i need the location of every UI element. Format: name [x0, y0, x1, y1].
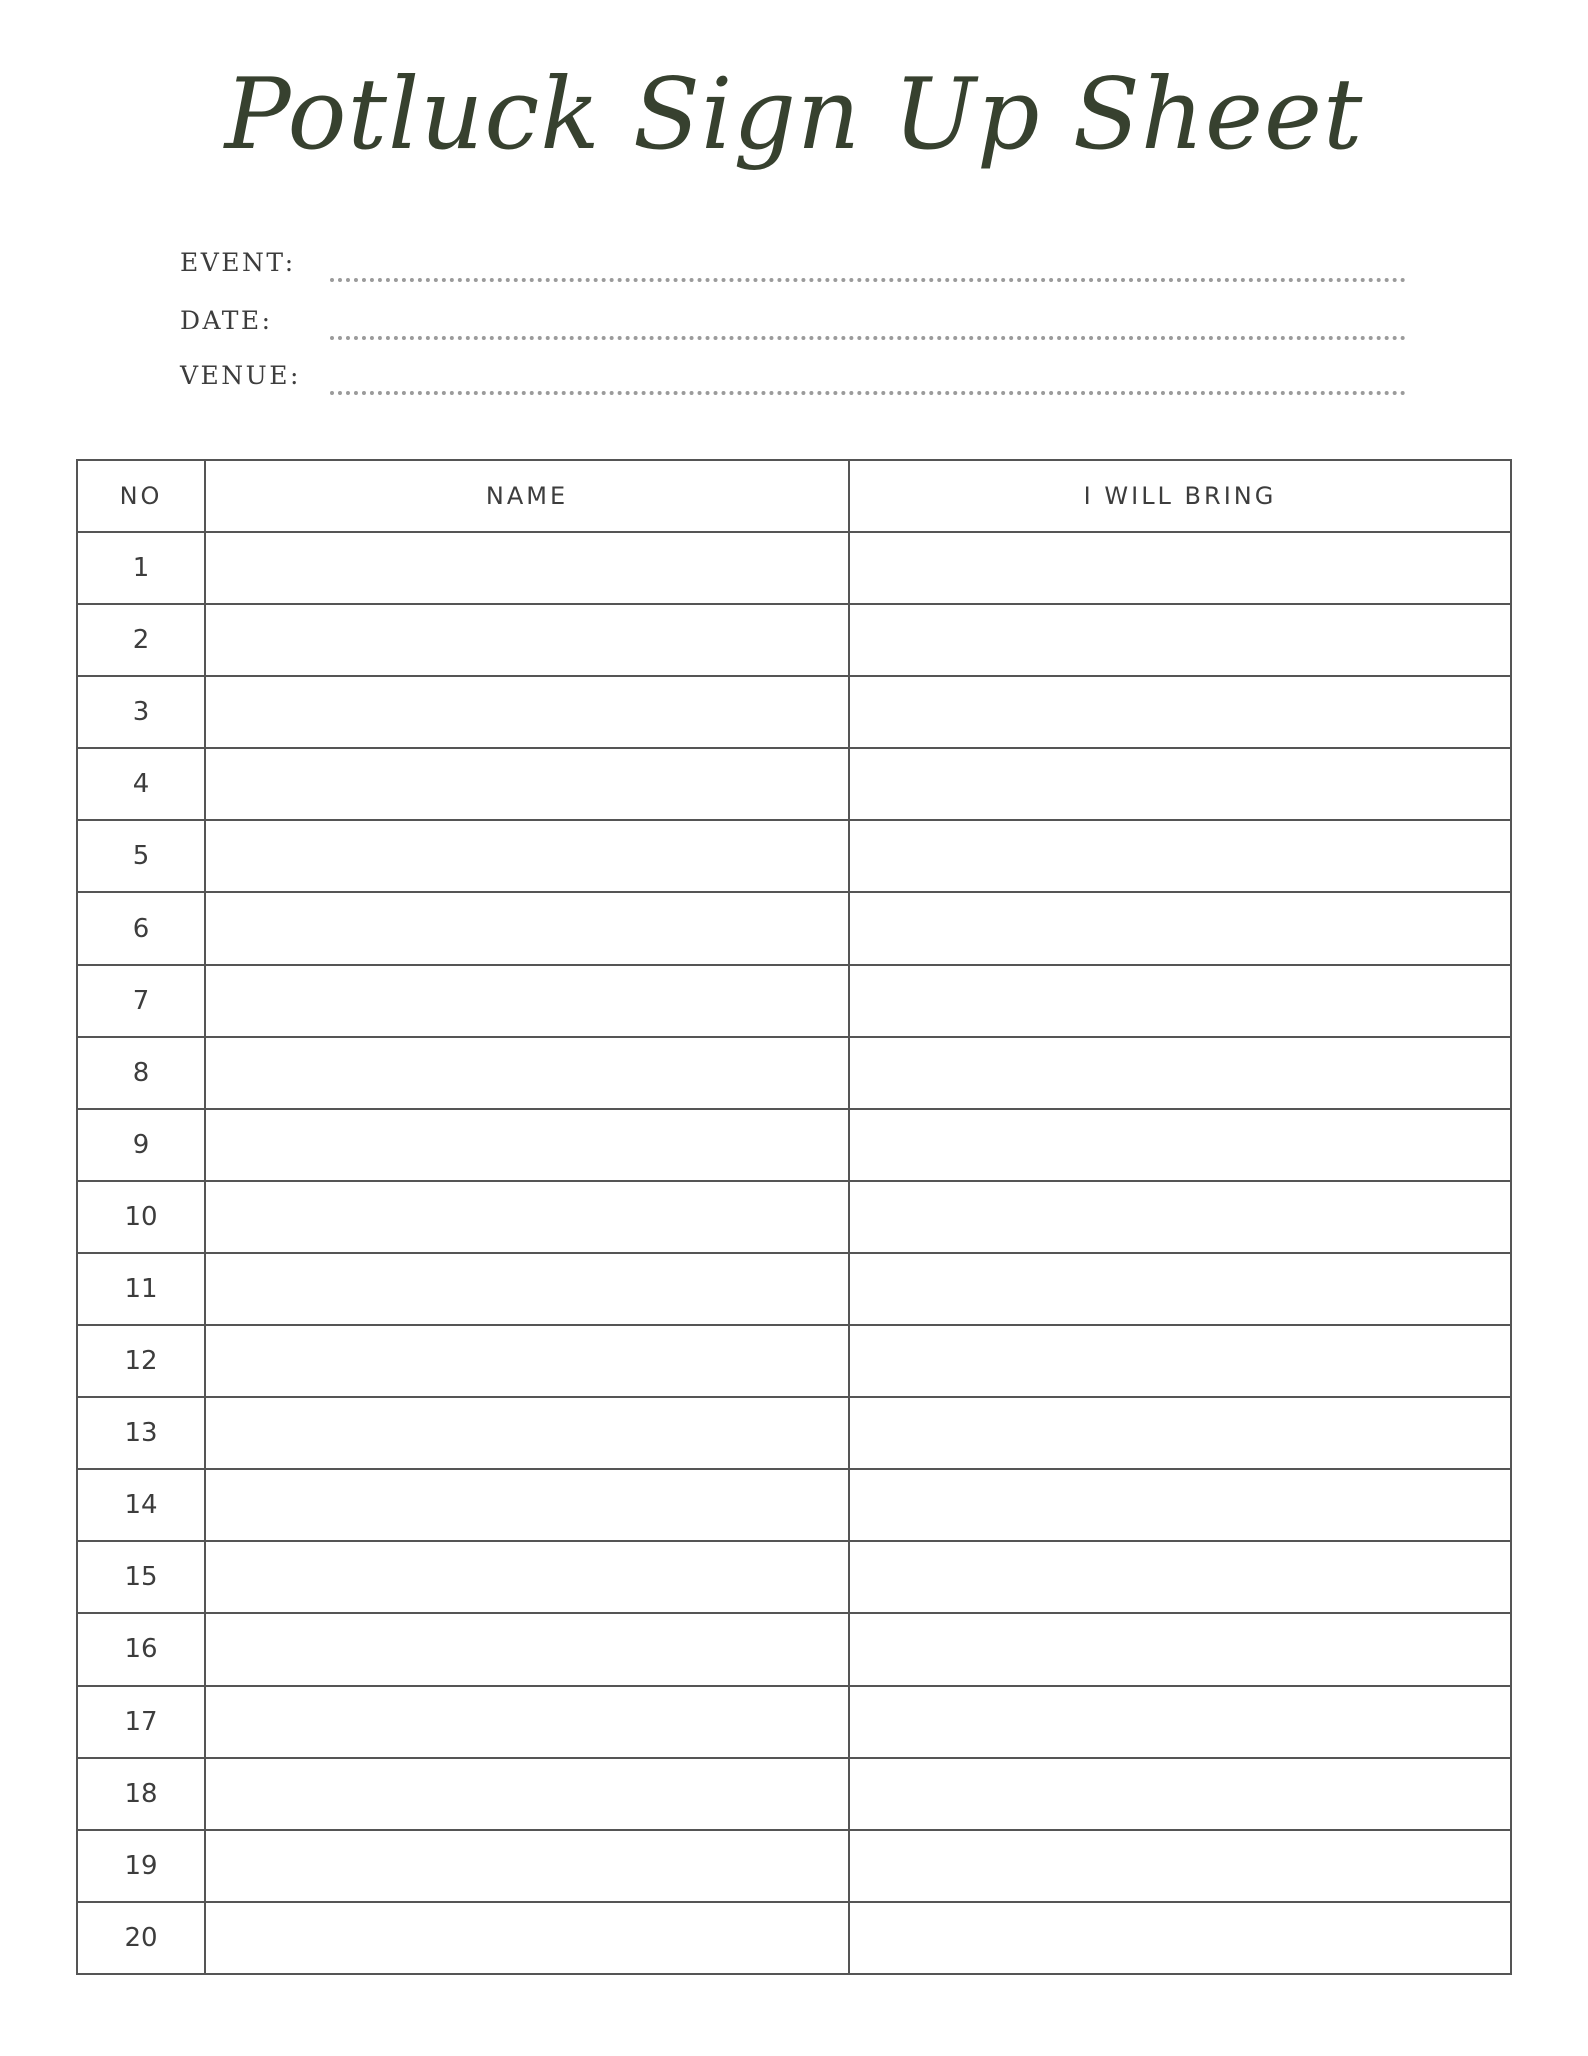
- table-row: [77, 1902, 1511, 1974]
- bring-cell[interactable]: [849, 892, 1511, 964]
- column-header-bring: I WILL BRING: [849, 460, 1511, 532]
- bring-cell[interactable]: [849, 1253, 1511, 1325]
- row-number: 11: [77, 1253, 205, 1325]
- column-header-name: NAME: [205, 460, 849, 532]
- table-row: [77, 1109, 1511, 1181]
- row-number: 9: [77, 1109, 205, 1181]
- signup-table: [76, 459, 1512, 1975]
- name-cell[interactable]: [205, 532, 849, 604]
- row-number: 2: [77, 604, 205, 676]
- table-header-row: [77, 460, 1511, 532]
- date-label: DATE:: [180, 306, 273, 335]
- event-label: EVENT:: [180, 248, 296, 277]
- row-number: 18: [77, 1758, 205, 1830]
- row-number: 3: [77, 676, 205, 748]
- bring-cell[interactable]: [849, 1613, 1511, 1685]
- table-row: [77, 532, 1511, 604]
- table-row: [77, 748, 1511, 820]
- name-cell[interactable]: [205, 1109, 849, 1181]
- table-row: [77, 1397, 1511, 1469]
- row-number: 15: [77, 1541, 205, 1613]
- name-cell[interactable]: [205, 892, 849, 964]
- bring-cell[interactable]: [849, 1181, 1511, 1253]
- row-number: 14: [77, 1469, 205, 1541]
- table-row: [77, 676, 1511, 748]
- row-number: 12: [77, 1325, 205, 1397]
- bring-cell[interactable]: [849, 1830, 1511, 1902]
- row-number: 17: [77, 1686, 205, 1758]
- bring-cell[interactable]: [849, 604, 1511, 676]
- table-row: [77, 1181, 1511, 1253]
- name-cell[interactable]: [205, 965, 849, 1037]
- bring-cell[interactable]: [849, 1037, 1511, 1109]
- table-row: [77, 1830, 1511, 1902]
- name-cell[interactable]: [205, 1613, 849, 1685]
- name-cell[interactable]: [205, 1758, 849, 1830]
- date-field[interactable]: [180, 300, 1406, 340]
- row-number: 7: [77, 965, 205, 1037]
- name-cell[interactable]: [205, 1181, 849, 1253]
- bring-cell[interactable]: [849, 532, 1511, 604]
- page-title: Potluck Sign Up Sheet: [224, 58, 1364, 172]
- table-row: [77, 1758, 1511, 1830]
- name-cell[interactable]: [205, 1830, 849, 1902]
- name-cell[interactable]: [205, 604, 849, 676]
- name-cell[interactable]: [205, 676, 849, 748]
- row-number: 4: [77, 748, 205, 820]
- bring-cell[interactable]: [849, 1109, 1511, 1181]
- row-number: 5: [77, 820, 205, 892]
- table-row: [77, 1541, 1511, 1613]
- row-number: 19: [77, 1830, 205, 1902]
- row-number: 8: [77, 1037, 205, 1109]
- table-row: [77, 1037, 1511, 1109]
- name-cell[interactable]: [205, 820, 849, 892]
- event-dotted-line[interactable]: [330, 278, 1406, 282]
- table-row: [77, 1253, 1511, 1325]
- venue-field[interactable]: [180, 355, 1406, 395]
- row-number: 1: [77, 532, 205, 604]
- bring-cell[interactable]: [849, 748, 1511, 820]
- bring-cell[interactable]: [849, 1469, 1511, 1541]
- table-row: [77, 892, 1511, 964]
- bring-cell[interactable]: [849, 1541, 1511, 1613]
- table-row: [77, 1325, 1511, 1397]
- table-row: [77, 965, 1511, 1037]
- table-row: [77, 1686, 1511, 1758]
- row-number: 13: [77, 1397, 205, 1469]
- name-cell[interactable]: [205, 1469, 849, 1541]
- name-cell[interactable]: [205, 1325, 849, 1397]
- name-cell[interactable]: [205, 748, 849, 820]
- name-cell[interactable]: [205, 1902, 849, 1974]
- row-number: 16: [77, 1613, 205, 1685]
- name-cell[interactable]: [205, 1037, 849, 1109]
- date-dotted-line[interactable]: [330, 336, 1406, 340]
- event-field[interactable]: [180, 242, 1406, 282]
- name-cell[interactable]: [205, 1397, 849, 1469]
- name-cell[interactable]: [205, 1686, 849, 1758]
- table-row: [77, 1469, 1511, 1541]
- table-row: [77, 820, 1511, 892]
- name-cell[interactable]: [205, 1253, 849, 1325]
- bring-cell[interactable]: [849, 1325, 1511, 1397]
- bring-cell[interactable]: [849, 1902, 1511, 1974]
- row-number: 20: [77, 1902, 205, 1974]
- column-header-no: NO: [77, 460, 205, 532]
- bring-cell[interactable]: [849, 1758, 1511, 1830]
- table-row: [77, 1613, 1511, 1685]
- bring-cell[interactable]: [849, 965, 1511, 1037]
- venue-label: VENUE:: [180, 361, 301, 390]
- table-row: [77, 604, 1511, 676]
- bring-cell[interactable]: [849, 820, 1511, 892]
- row-number: 6: [77, 892, 205, 964]
- bring-cell[interactable]: [849, 676, 1511, 748]
- row-number: 10: [77, 1181, 205, 1253]
- bring-cell[interactable]: [849, 1397, 1511, 1469]
- name-cell[interactable]: [205, 1541, 849, 1613]
- bring-cell[interactable]: [849, 1686, 1511, 1758]
- venue-dotted-line[interactable]: [330, 391, 1406, 395]
